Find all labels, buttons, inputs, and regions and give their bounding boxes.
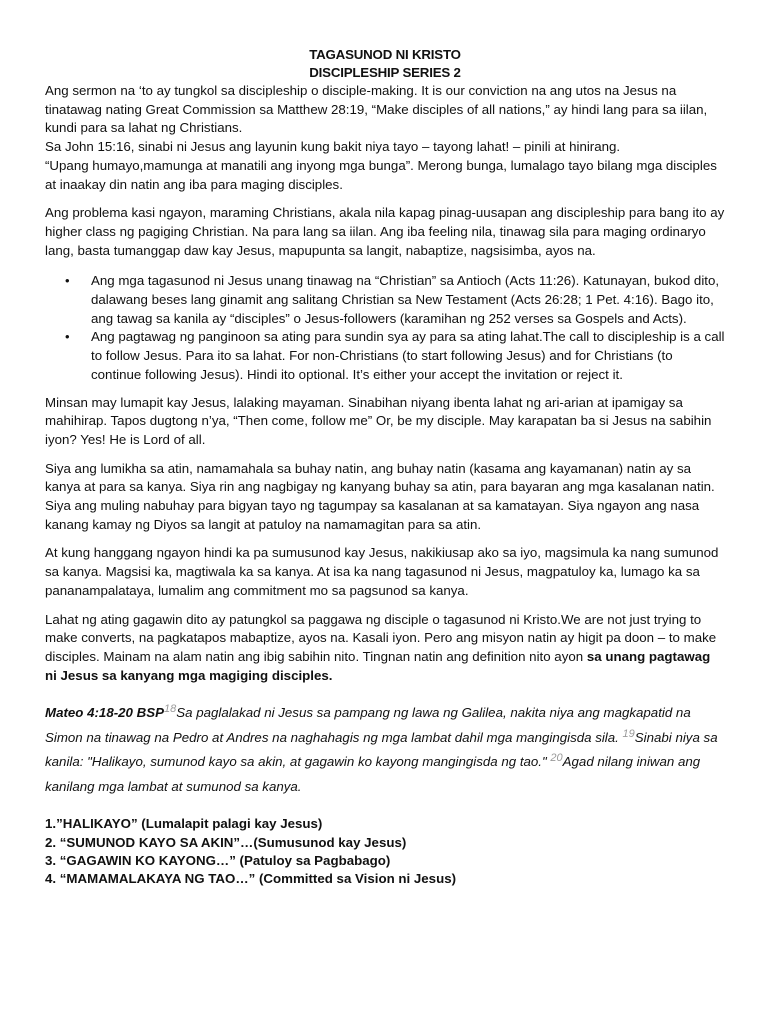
paragraph-disciple [45, 611, 725, 686]
bullet-dot: • [65, 273, 70, 289]
bullet-text: Ang mga tagasunod ni Jesus unang tinawag na “Christian” sa Antioch (Acts 11:26). Katunayan, bukod dito, dalawang beses lang ginamit ang salitang Christian sa New Testament (Acts 26:28; 1 Pet. 4:16). Bago ito, ang tawag sa kanila ay “disciples” o Jesus-followers (karamihan ng 252 verses sa Gospels and Acts). [91, 273, 720, 326]
document-page [45, 46, 725, 888]
point-item: 1.”HALIKAYO” (Lumalapit palagi kay Jesus) [45, 816, 323, 832]
title-line-2: DISCIPLESHIP SERIES 2 [309, 65, 461, 80]
point-item: 4. “MAMAMALAKAYA NG TAO…” (Committed sa Vision ni Jesus) [45, 871, 457, 886]
document-title [45, 46, 725, 82]
paragraph-disciple-text: Lahat ng ating gagawin dito ay patungkol sa paggawa ng disciple o tagasunod ni Kristo.We are not just trying to make converts, na pagkatapos mabaptize, ayos na. Kasali iyon. Pero ang misyon natin ay higit pa doon – to make disciples. Mainam na alam natin ang ibig sabihin nito. Tingnan natin ang definition nito ayon [45, 611, 717, 664]
point-item: 3. “GAGAWIN KO KAYONG…” (Patuloy sa Pagbabago) [45, 852, 391, 868]
paragraph-mayaman: Minsan may lumapit kay Jesus, lalaking mayaman. Sinabihan niyang ibenta lahat ng ari-arian at ipamigay sa mahihirap. Tapos dugtong n’ya, “Then come, follow me” Or, be my disciple. May karapatan ba si Jesus na sabihin iyon? Yes! He is Lord of all. [45, 394, 712, 447]
bullet-dot: • [65, 329, 70, 345]
verse-text-19: Sinabi niya sa kanila: "Halikayo, sumunod kayo sa akin, at gagawin ko kayong mangingisda ng tao." [45, 729, 718, 770]
point-item: 2. “SUMUNOD KAYO SA AKIN”…(Sumusunod kay Jesus) [45, 834, 407, 850]
paragraph-intro: Ang sermon na ‘to ay tungkol sa discipleship o disciple-making. It is our conviction na ang utos na Jesus na tinatawag nating Great Commission sa Matthew 28:19, “Make disciples of all nations,” ay hindi lang para sa iilan, kundi para sa lahat ng Christians. [45, 83, 708, 136]
verse-number-20: 20 [550, 752, 563, 765]
verse-reference: Mateo 4:18-20 BSP [45, 705, 164, 721]
title-line-1: TAGASUNOD NI KRISTO [309, 47, 461, 62]
paragraph-sumunod: At kung hanggang ngayon hindi ka pa sumusunod kay Jesus, nakikiusap ako sa iyo, magsimula ka nang sumunod sa kanya. Magsisi ka, magtiwala ka sa kanya. At isa ka nang tagasunod ni Jesus, magpatuloy ka, lumago ka sa pananampalataya, lumalim ang commitment mo sa pagsunod sa kanya. [45, 545, 719, 598]
verse-number-18: 18 [163, 703, 177, 716]
bible-verse [45, 701, 725, 799]
paragraph-disciple-bold: sa unang pagtawag ni Jesus sa kanyang mga magiging disciples. [45, 648, 711, 683]
paragraph-lumikha: Siya ang lumikha sa atin, namamahala sa buhay natin, ang buhay natin (kasama ang kayamanan) natin ay sa kanya at para sa kanya. Siya rin ang nagbigay ng kanyang buhay sa atin, para bayaran ang mga kasalanan natin. Siya ang muling nabuhay para bigyan tayo ng tagumpay sa kasalanan at sa kamatayan. Siya ngayon ang nasa kanang kamay ng Diyos sa langit at patuloy na namamagitan para sa atin. [45, 460, 715, 532]
paragraph-problema: Ang problema kasi ngayon, maraming Christians, akala nila kapag pinag-uusapan ang discipleship para bang ito ay higher class ng pagiging Christian. Na para lang sa iilan. Ang iba feeling nila, tinawag sila para maging ordinaryo lang, basta tumanggap daw kay Jesus, mapupunta sa langit, nabaptize, nagsisimba, ayos na. [45, 205, 725, 258]
points-list [45, 815, 725, 888]
bullet-list [45, 272, 725, 384]
bullet-text: Ang pagtawag ng panginoon sa ating para sundin sya ay para sa ating lahat.The call to discipleship is a call to follow Jesus. Para ito sa lahat. For non-Christians (to start following Jesus) and for Christians (to continue following Jesus). Hindi ito optional. It’s either your accept the invitation or reject it. [91, 329, 725, 382]
paragraph-john-15-16: Sa John 15:16, sinabi ni Jesus ang layunin kung bakit niya tayo – tayong lahat! – pinili at hinirang. [45, 139, 621, 155]
verse-text-20: Agad nilang iniwan ang kanilang mga lambat at sumunod sa kanya. [45, 754, 701, 794]
paragraph-bunga: “Upang humayo,mamunga at manatili ang inyong mga bunga”. Merong bunga, lumalago tayo bilang mga disciples at inaakay din natin ang iba para maging disciples. [45, 157, 717, 192]
verse-text-18: Sa paglalakad ni Jesus sa pampang ng lawa ng Galilea, nakita niya ang magkapatid na Simon na tinawag na Pedro at Andres na naghahagis ng mga lambat dahil mga mangingisda sila. [45, 705, 691, 745]
bullet-item [45, 328, 725, 384]
bullet-item [45, 272, 725, 328]
verse-number-19: 19 [622, 727, 635, 740]
